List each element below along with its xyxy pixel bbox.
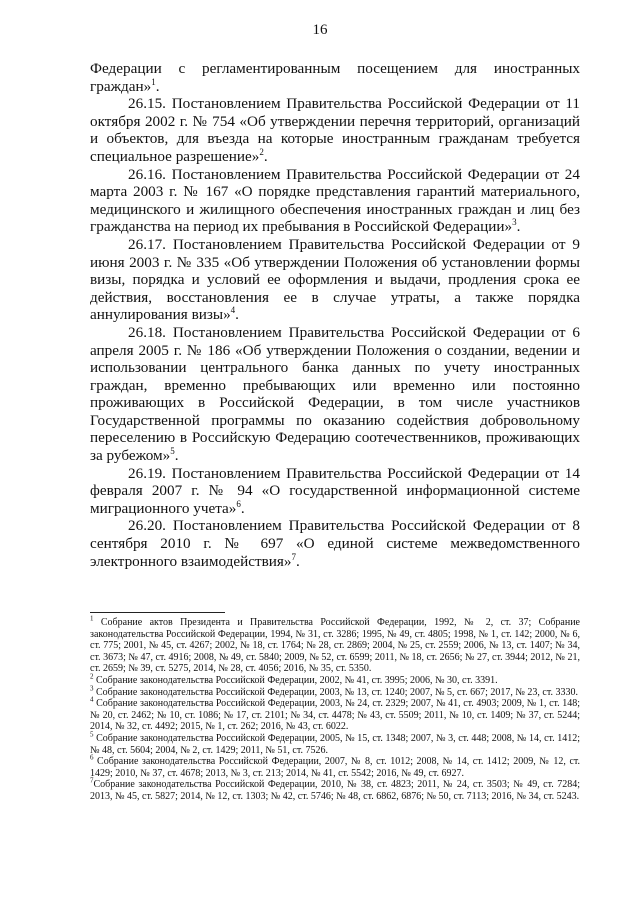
- footnote-7: [90, 776, 580, 802]
- footnote-6: [90, 753, 580, 779]
- paragraph-26-20: [90, 517, 580, 570]
- footnote-text: Собрание законодательства Российской Федерации, 2005, № 15, ст. 1348; 2007, № 3, ст. 448; 2008, № 14, ст. 1412; № 48, ст. 5604; 2004, № 2, ст. 1429; 2011, № 51, ст. 7526.: [90, 732, 580, 756]
- footnote-mark: 6: [90, 753, 94, 762]
- footnote-mark: 5: [90, 730, 94, 739]
- paragraph-tail: .: [240, 499, 245, 517]
- footnote-text: Собрание законодательства Российской Федерации, 2002, № 41, ст. 3995; 2006, № 30, ст. 3391.: [93, 674, 498, 686]
- footnote-ref: 5: [170, 446, 175, 456]
- footnote-1: [90, 614, 580, 675]
- footnote-mark: 1: [90, 614, 94, 623]
- footnotes: [90, 614, 580, 803]
- footnote-text: Собрание законодательства Российской Федерации, 2007, № 8, ст. 1012; 2008, № 14, ст. 1412; 2009, № 12, ст. 1429; 2010, № 37, ст. 4678; 2013, № 3, ст. 213; 2014, № 41, ст. 5542; 2016, № 49, ст. 6927.: [90, 756, 580, 779]
- footnote-ref: 6: [236, 498, 241, 509]
- footnote-ref: 3: [512, 217, 517, 228]
- paragraph-tail: .: [155, 77, 160, 95]
- footnote-mark: 7: [90, 776, 94, 785]
- paragraph-text: 26.19. Постановлением Правительства Российской Федерации от 14 февраля 2007 г. № 94 «О государственной информационной системе миграционного учета»: [90, 464, 580, 517]
- paragraph-tail: .: [516, 218, 521, 236]
- paragraph-tail: .: [174, 447, 179, 465]
- paragraph-text: 26.17. Постановлением Правительства Российской Федерации от 9 июня 2003 г. № 335 «Об утверждении Положения об установлении формы визы, порядка и условий ее оформления и выдачи, продления срока ее действия, восстановления ее в случае утраты, а также порядка аннулирования визы»: [90, 235, 580, 324]
- paragraph-text: Федерации с регламентированным посещением для иностранных граждан»: [90, 60, 580, 95]
- footnote-mark: 4: [90, 695, 94, 704]
- body-text: [90, 60, 580, 570]
- paragraph-tail: .: [235, 306, 239, 324]
- paragraph-text: 26.15. Постановлением Правительства Российской Федерации от 11 октября 2002 г. № 754 «Об утверждении перечня территорий, организаций и объектов, для въезда на которые иностранным гражданам требуется специальное разрешение»: [90, 95, 580, 165]
- footnote-ref: 1: [151, 76, 156, 87]
- footnote-text: Собрание законодательства Российской Федерации, 2003, № 24, ст. 2329; 2007, № 41, ст. 4903; 2009, № 1, ст. 148; № 20, ст. 2462; № 10, ст. 1086; № 17, ст. 2101; № 34, ст. 4478; № 43, ст. 5509; 2011, № 10, ст. 1409; № 37, ст. 5244; 2014, № 32, ст. 4492; 2015, № 1, ст. 262; 2016, № 43, ст. 6022.: [90, 698, 580, 733]
- footnote-ref: 2: [259, 146, 264, 157]
- paragraph-26-18: [90, 324, 580, 465]
- paragraph-26-15: [90, 95, 580, 165]
- paragraph-26-16: [90, 166, 580, 236]
- footnote-text: Собрание законодательства Российской Федерации, 2010, № 38, ст. 4823; 2011, № 24, ст. 3503; № 49, ст. 7284; 2013, № 45, ст. 5827; 2014, № 12, ст. 1303; № 42, ст. 5746; № 48, ст. 6862, 6876; № 50, ст. 7113; 2016, № 34, ст. 5243.: [90, 779, 580, 802]
- footnote-ref: 4: [230, 305, 236, 316]
- footnote-ref: 7: [291, 551, 297, 562]
- paragraph-text: 26.18. Постановлением Правительства Российской Федерации от 6 апреля 2005 г. № 186 «Об утверждении Положения о создании, ведении и использовании центрального банка данных по учету иностранных граждан, временно пребывающих или временно или постоянно проживающих в Российской Федерации, в том числе участников Государственной программы по оказанию содействия добровольному переселению в Российскую Федерацию соотечественников, проживающих за рубежом»: [90, 323, 580, 465]
- paragraph-continuation: [90, 60, 580, 95]
- footnote-mark: 2: [90, 672, 94, 681]
- page-number: 16: [312, 22, 328, 38]
- paragraph-tail: .: [263, 147, 268, 165]
- footnote-5: [90, 730, 580, 756]
- footnote-4: [90, 695, 580, 733]
- footnote-3: [90, 684, 580, 699]
- paragraph-text: 26.20. Постановлением Правительства Российской Федерации от 8 сентября 2010 г. № 697 «О единой системе межведомственного электронного взаимодействия»: [90, 517, 580, 570]
- paragraph-tail: .: [296, 552, 300, 570]
- paragraph-26-17: [90, 236, 580, 324]
- paragraph-26-19: [90, 465, 580, 518]
- paragraph-text: 26.16. Постановлением Правительства Российской Федерации от 24 марта 2003 г. № 167 «О порядке представления гарантий материального, медицинского и жилищного обеспечения иностранных граждан и лиц без гражданства на период их пребывания в Российской Федерации»: [90, 165, 580, 236]
- footnote-2: [90, 672, 580, 687]
- footnote-text: Собрание актов Президента и Правительства Российской Федерации, 1992, № 2, ст. 37; Собрание законодательства Российской Федерации, 1994, № 31, ст. 3286; 1995, № 49, ст. 4805; 1998, № 1, ст. 142; 2000, № 6, ст. 775; 2001, № 45, ст. 4267; 2002, № 18, ст. 1764; № 28, ст. 2869; 2004, № 25, ст. 2559; 2006, № 13, ст. 1407; № 34, ст. 3673; № 47, ст. 4916; 2008, № 49, ст. 5840; 2009, № 52, ст. 6599; 2011, № 18, ст. 2656; № 27, ст. 3944; 2012, № 21, ст. 2659; № 39, ст. 5275, 2014, № 28, ст. 4056; 2016, № 35, ст. 5350.: [90, 617, 580, 675]
- footnote-divider: [90, 612, 225, 613]
- footnote-text: Собрание законодательства Российской Федерации, 2003, № 13, ст. 1240; 2007, № 5, ст. 667; 2017, № 23, ст. 3330.: [93, 686, 578, 698]
- footnote-mark: 3: [90, 684, 94, 693]
